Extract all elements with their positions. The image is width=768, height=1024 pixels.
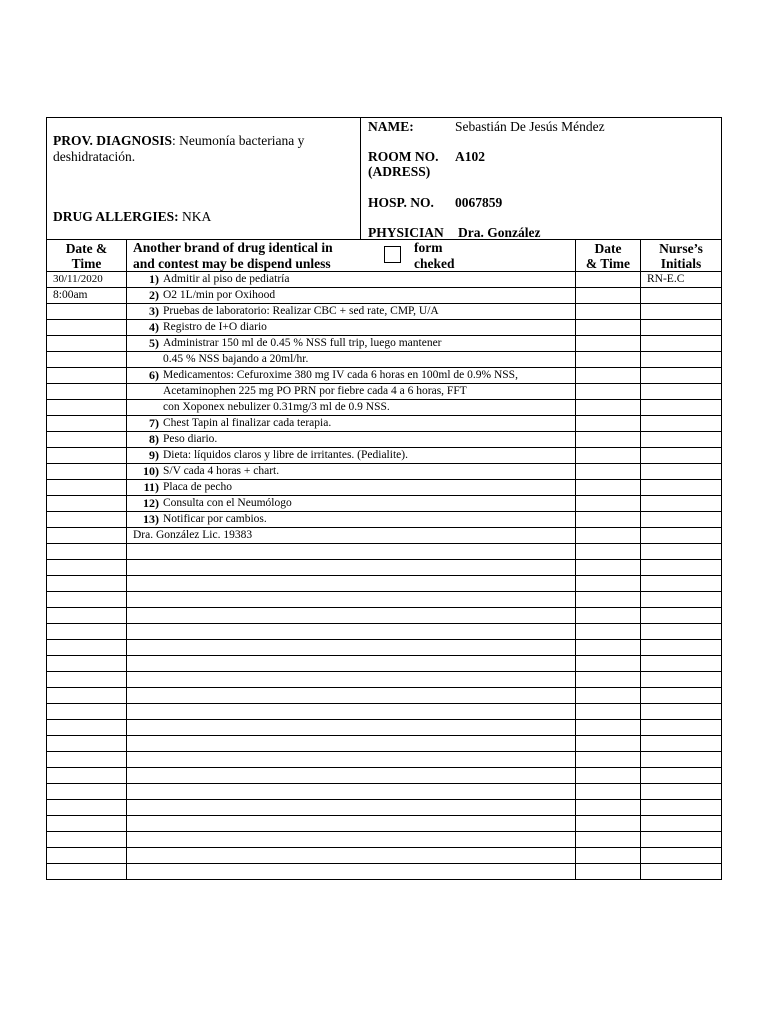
- physician-label: PHYSICIAN: [368, 225, 444, 240]
- nurse-initials-cell[interactable]: [641, 752, 722, 768]
- order-number: 1): [149, 272, 159, 286]
- date-time-cell[interactable]: [47, 848, 127, 864]
- date-time-cell[interactable]: [47, 784, 127, 800]
- order-number: 7): [149, 416, 159, 430]
- date-time-2-cell[interactable]: [576, 560, 641, 576]
- date-time-cell[interactable]: [47, 624, 127, 640]
- date-time-2-cell[interactable]: [576, 608, 641, 624]
- nurse-initials-cell[interactable]: [641, 368, 722, 384]
- date-time-2-cell[interactable]: [576, 272, 641, 288]
- order-cell[interactable]: [127, 592, 576, 608]
- table-row: [47, 320, 722, 336]
- nurse-initials-cell[interactable]: [641, 480, 722, 496]
- order-cell[interactable]: [127, 832, 576, 848]
- date-time-cell[interactable]: [47, 304, 127, 320]
- date-time-cell[interactable]: [47, 432, 127, 448]
- order-cell[interactable]: [127, 784, 576, 800]
- date-time-2-cell[interactable]: [576, 576, 641, 592]
- order-text: Dra. González Lic. 19383: [133, 529, 253, 541]
- order-number: 10): [143, 464, 159, 478]
- order-cell[interactable]: [127, 544, 576, 560]
- order-cell[interactable]: [127, 496, 576, 512]
- table-row: [47, 512, 722, 528]
- date-time-cell[interactable]: [47, 480, 127, 496]
- nurse-initials-cell[interactable]: [641, 352, 722, 368]
- nurse-initials-cell[interactable]: [641, 464, 722, 480]
- date-time-cell[interactable]: [47, 448, 127, 464]
- nurse-initials-cell[interactable]: [641, 384, 722, 400]
- table-row: [47, 672, 722, 688]
- date-time-cell[interactable]: [47, 464, 127, 480]
- nurse-initials-cell[interactable]: [641, 768, 722, 784]
- nurse-initials-cell[interactable]: [641, 720, 722, 736]
- order-number: 4): [149, 320, 159, 334]
- date-time-cell[interactable]: [47, 528, 127, 544]
- order-cell[interactable]: [127, 288, 576, 304]
- order-text: Administrar 150 ml de 0.45 % NSS full trip, luego mantener: [163, 337, 442, 349]
- date-time-cell[interactable]: 8:00am: [47, 288, 127, 304]
- order-text: Admitir al piso de pediatría: [163, 273, 290, 285]
- nurse-initials-cell[interactable]: [641, 432, 722, 448]
- nurse-initials-cell[interactable]: [641, 576, 722, 592]
- order-text: Registro de I+O diario: [163, 321, 267, 333]
- orders-table: [46, 239, 722, 880]
- table-row: [47, 480, 722, 496]
- brand-header: [127, 240, 576, 272]
- brand-text-line1: Another brand of drug identical in: [133, 240, 333, 255]
- date-time-2-cell[interactable]: [576, 384, 641, 400]
- table-row: [47, 784, 722, 800]
- nurse-initials-cell[interactable]: [641, 784, 722, 800]
- date-time-2-cell[interactable]: [576, 688, 641, 704]
- order-cell[interactable]: [127, 560, 576, 576]
- order-cell[interactable]: [127, 576, 576, 592]
- room-label: ROOM NO.: [368, 149, 439, 164]
- date-time-2-cell[interactable]: [576, 496, 641, 512]
- order-text: Dieta: líquidos claros y libre de irritantes. (Pedialite).: [163, 449, 408, 461]
- date-time-2-cell[interactable]: [576, 768, 641, 784]
- order-cell[interactable]: [127, 816, 576, 832]
- order-cell[interactable]: [127, 368, 576, 384]
- table-row: [47, 720, 722, 736]
- order-cell[interactable]: [127, 512, 576, 528]
- order-cell[interactable]: [127, 336, 576, 352]
- date-time-2-cell[interactable]: [576, 416, 641, 432]
- nurse-initials-cell[interactable]: [641, 304, 722, 320]
- date-time-2-cell[interactable]: [576, 864, 641, 880]
- table-row: [47, 560, 722, 576]
- table-row: [47, 448, 722, 464]
- date-time-cell[interactable]: [47, 864, 127, 880]
- prov-diagnosis-label: PROV. DIAGNOSIS: [53, 133, 173, 148]
- drug-allergies-label: DRUG ALLERGIES:: [53, 209, 179, 224]
- date-time-2-cell[interactable]: [576, 480, 641, 496]
- date-time-2-header-line1: Date: [594, 240, 622, 256]
- date-time-cell[interactable]: [47, 336, 127, 352]
- date-time-cell[interactable]: [47, 496, 127, 512]
- order-text: Consulta con el Neumólogo: [163, 497, 292, 509]
- date-time-2-cell[interactable]: [576, 704, 641, 720]
- prov-diagnosis-value-cont: deshidratación.: [53, 149, 136, 164]
- nurse-initials-cell[interactable]: [641, 288, 722, 304]
- date-time-cell[interactable]: [47, 400, 127, 416]
- date-time-cell[interactable]: [47, 800, 127, 816]
- date-time-cell[interactable]: [47, 736, 127, 752]
- order-cell[interactable]: [127, 608, 576, 624]
- date-time-2-cell[interactable]: [576, 512, 641, 528]
- order-cell[interactable]: [127, 704, 576, 720]
- table-row: [47, 496, 722, 512]
- date-time-2-cell[interactable]: [576, 848, 641, 864]
- date-time-2-cell[interactable]: [576, 736, 641, 752]
- date-time-2-cell[interactable]: [576, 784, 641, 800]
- order-number: 8): [149, 432, 159, 446]
- date-time-2-cell[interactable]: [576, 800, 641, 816]
- date-time-2-cell[interactable]: [576, 672, 641, 688]
- date-time-cell[interactable]: [47, 752, 127, 768]
- date-time-cell[interactable]: [47, 368, 127, 384]
- date-time-cell[interactable]: [47, 816, 127, 832]
- order-cell[interactable]: [127, 752, 576, 768]
- date-time-header: [47, 240, 127, 272]
- table-row: [47, 736, 722, 752]
- nurse-initials-cell[interactable]: [641, 608, 722, 624]
- date-time-header-line2: Time: [71, 255, 102, 271]
- prov-diagnosis-value: : Neumonía bacteriana y: [172, 133, 305, 148]
- date-time-2-cell[interactable]: [576, 656, 641, 672]
- nurse-initials-cell[interactable]: [641, 448, 722, 464]
- nurse-initials-cell[interactable]: [641, 336, 722, 352]
- table-row: [47, 864, 722, 880]
- date-time-2-cell[interactable]: [576, 624, 641, 640]
- hosp-number: 0067859: [455, 195, 503, 210]
- order-cell[interactable]: [127, 432, 576, 448]
- order-cell[interactable]: [127, 304, 576, 320]
- table-row: [47, 288, 722, 304]
- date-time-cell[interactable]: [47, 656, 127, 672]
- table-row: [47, 688, 722, 704]
- table-row: [47, 848, 722, 864]
- prov-diagnosis: [53, 133, 353, 148]
- date-time-2-header-line2: & Time: [585, 255, 631, 271]
- date-time-cell[interactable]: [47, 704, 127, 720]
- table-row: [47, 608, 722, 624]
- table-row: [47, 368, 722, 384]
- nurse-initials-header-line1: Nurse’s: [659, 240, 703, 256]
- order-cell[interactable]: [127, 384, 576, 400]
- nurse-initials-cell[interactable]: [641, 320, 722, 336]
- nurse-initials-header-line2: Initials: [660, 255, 702, 271]
- date-time-2-cell[interactable]: [576, 464, 641, 480]
- brand-text-line2: and contest may be dispend unless: [133, 256, 331, 271]
- date-time-2-cell[interactable]: [576, 832, 641, 848]
- date-time-cell[interactable]: [47, 560, 127, 576]
- physician-name: Dra. González: [458, 225, 541, 240]
- nurse-initials-cell[interactable]: [641, 832, 722, 848]
- order-cell[interactable]: [127, 656, 576, 672]
- date-time-2-cell[interactable]: [576, 528, 641, 544]
- nurse-initials-cell[interactable]: [641, 560, 722, 576]
- nurse-initials-cell[interactable]: [641, 656, 722, 672]
- order-number: 12): [143, 496, 159, 510]
- order-cell[interactable]: [127, 640, 576, 656]
- nurse-initials-header: [641, 240, 722, 272]
- date-time-cell[interactable]: [47, 672, 127, 688]
- order-number: 11): [143, 480, 159, 494]
- order-cell[interactable]: [127, 672, 576, 688]
- date-time-2-cell[interactable]: [576, 400, 641, 416]
- nurse-initials-cell[interactable]: [641, 544, 722, 560]
- order-cell[interactable]: [127, 624, 576, 640]
- order-text: Pruebas de laboratorio: Realizar CBC + sed rate, CMP, U/A: [163, 305, 439, 317]
- date-time-cell[interactable]: [47, 352, 127, 368]
- order-number: 5): [149, 336, 159, 350]
- form-header: [46, 117, 722, 240]
- brand-checked-word: cheked: [414, 256, 455, 271]
- date-time-cell[interactable]: [47, 576, 127, 592]
- nurse-initials-cell[interactable]: [641, 672, 722, 688]
- hosp-label: HOSP. NO.: [368, 195, 434, 210]
- date-time-2-cell[interactable]: [576, 816, 641, 832]
- nurse-initials-cell[interactable]: [641, 512, 722, 528]
- table-row: [47, 816, 722, 832]
- order-cell[interactable]: [127, 272, 576, 288]
- order-cell[interactable]: [127, 400, 576, 416]
- date-time-2-header: [576, 240, 641, 272]
- table-row: [47, 336, 722, 352]
- drug-allergies: [53, 209, 211, 224]
- room-number: A102: [455, 149, 485, 164]
- date-time-cell[interactable]: [47, 608, 127, 624]
- date-time-2-cell[interactable]: [576, 448, 641, 464]
- order-text: O2 1L/min por Oxihood: [163, 289, 276, 301]
- order-cell[interactable]: [127, 464, 576, 480]
- nurse-initials-cell[interactable]: [641, 496, 722, 512]
- date-time-cell[interactable]: [47, 592, 127, 608]
- date-time-cell[interactable]: 30/11/2020: [47, 272, 127, 288]
- table-row: [47, 272, 722, 288]
- brand-form-word: form: [414, 240, 443, 255]
- order-cell[interactable]: [127, 768, 576, 784]
- date-time-cell[interactable]: [47, 640, 127, 656]
- order-text: S/V cada 4 horas + chart.: [163, 465, 280, 477]
- nurse-initials-cell[interactable]: [641, 864, 722, 880]
- dispense-checkbox[interactable]: [384, 246, 401, 263]
- order-cell[interactable]: [127, 848, 576, 864]
- order-text: Placa de pecho: [163, 481, 232, 493]
- patient-name: Sebastián De Jesús Méndez: [455, 119, 605, 134]
- order-cell[interactable]: [127, 352, 576, 368]
- table-row: [47, 656, 722, 672]
- order-text: Peso diario.: [163, 433, 218, 445]
- table-row: [47, 768, 722, 784]
- physician-orders-form: [46, 117, 722, 880]
- date-time-2-cell[interactable]: [576, 352, 641, 368]
- table-row: [47, 544, 722, 560]
- nurse-initials-cell[interactable]: [641, 400, 722, 416]
- nurse-initials-cell[interactable]: [641, 624, 722, 640]
- order-number: 13): [143, 512, 159, 526]
- table-row: [47, 352, 722, 368]
- table-row: [47, 304, 722, 320]
- order-number: 2): [149, 288, 159, 302]
- table-row: [47, 592, 722, 608]
- table-row: [47, 704, 722, 720]
- table-row: [47, 416, 722, 432]
- table-row: [47, 400, 722, 416]
- room-label-address: (ADRESS): [368, 164, 431, 179]
- table-row: [47, 640, 722, 656]
- order-cell[interactable]: [127, 800, 576, 816]
- order-text: Medicamentos: Cefuroxime 380 mg IV cada 6 horas en 100ml de 0.9% NSS,: [163, 369, 518, 381]
- date-time-cell[interactable]: [47, 544, 127, 560]
- table-row: [47, 464, 722, 480]
- date-time-cell[interactable]: [47, 720, 127, 736]
- table-row: [47, 432, 722, 448]
- date-time-header-line1: Date &: [65, 240, 108, 256]
- table-row: [47, 576, 722, 592]
- date-time-2-cell[interactable]: [576, 368, 641, 384]
- order-text: Acetaminophen 225 mg PO PRN por fiebre cada 4 a 6 horas, FFT: [163, 385, 467, 397]
- table-row: [47, 384, 722, 400]
- order-cell[interactable]: [127, 320, 576, 336]
- table-row: [47, 832, 722, 848]
- order-text: 0.45 % NSS bajando a 20ml/hr.: [163, 353, 309, 365]
- order-text: Notificar por cambios.: [163, 513, 267, 525]
- nurse-initials-cell[interactable]: [641, 640, 722, 656]
- nurse-initials-cell[interactable]: [641, 688, 722, 704]
- table-row: [47, 752, 722, 768]
- nurse-initials-cell[interactable]: [641, 736, 722, 752]
- order-text: Chest Tapin al finalizar cada terapia.: [163, 417, 332, 429]
- date-time-cell[interactable]: [47, 832, 127, 848]
- table-row: [47, 800, 722, 816]
- order-number: 9): [149, 448, 159, 462]
- order-cell[interactable]: [127, 688, 576, 704]
- order-cell[interactable]: [127, 720, 576, 736]
- date-time-2-cell[interactable]: [576, 336, 641, 352]
- order-cell[interactable]: [127, 528, 576, 544]
- order-cell[interactable]: [127, 864, 576, 880]
- date-time-2-cell[interactable]: [576, 640, 641, 656]
- name-label: NAME:: [368, 119, 414, 134]
- order-number: 6): [149, 368, 159, 382]
- date-time-2-cell[interactable]: [576, 720, 641, 736]
- date-time-2-cell[interactable]: [576, 592, 641, 608]
- date-time-2-cell[interactable]: [576, 288, 641, 304]
- date-time-cell[interactable]: [47, 416, 127, 432]
- nurse-initials-cell[interactable]: [641, 800, 722, 816]
- date-time-2-cell[interactable]: [576, 320, 641, 336]
- order-cell[interactable]: [127, 448, 576, 464]
- orders-header-row: [47, 240, 722, 272]
- date-time-cell[interactable]: [47, 768, 127, 784]
- date-time-2-cell[interactable]: [576, 304, 641, 320]
- nurse-initials-cell[interactable]: [641, 592, 722, 608]
- order-text: con Xoponex nebulizer 0.31mg/3 ml de 0.9 NSS.: [163, 401, 390, 413]
- nurse-initials-cell[interactable]: [641, 816, 722, 832]
- table-row: [47, 528, 722, 544]
- order-cell[interactable]: [127, 480, 576, 496]
- table-row: [47, 624, 722, 640]
- date-time-2-cell[interactable]: [576, 432, 641, 448]
- nurse-initials-cell[interactable]: RN-E.C: [641, 272, 722, 288]
- diagnosis-panel: [47, 118, 361, 239]
- nurse-initials-cell[interactable]: [641, 848, 722, 864]
- nurse-initials-cell[interactable]: [641, 704, 722, 720]
- date-time-cell[interactable]: [47, 384, 127, 400]
- nurse-initials-cell[interactable]: [641, 528, 722, 544]
- order-number: 3): [149, 304, 159, 318]
- drug-allergies-value: NKA: [182, 209, 212, 224]
- date-time-2-cell[interactable]: [576, 752, 641, 768]
- date-time-2-cell[interactable]: [576, 544, 641, 560]
- date-time-cell[interactable]: [47, 512, 127, 528]
- order-cell[interactable]: [127, 416, 576, 432]
- order-cell[interactable]: [127, 736, 576, 752]
- date-time-cell[interactable]: [47, 320, 127, 336]
- nurse-initials-cell[interactable]: [641, 416, 722, 432]
- patient-info-panel: [361, 118, 721, 239]
- date-time-cell[interactable]: [47, 688, 127, 704]
